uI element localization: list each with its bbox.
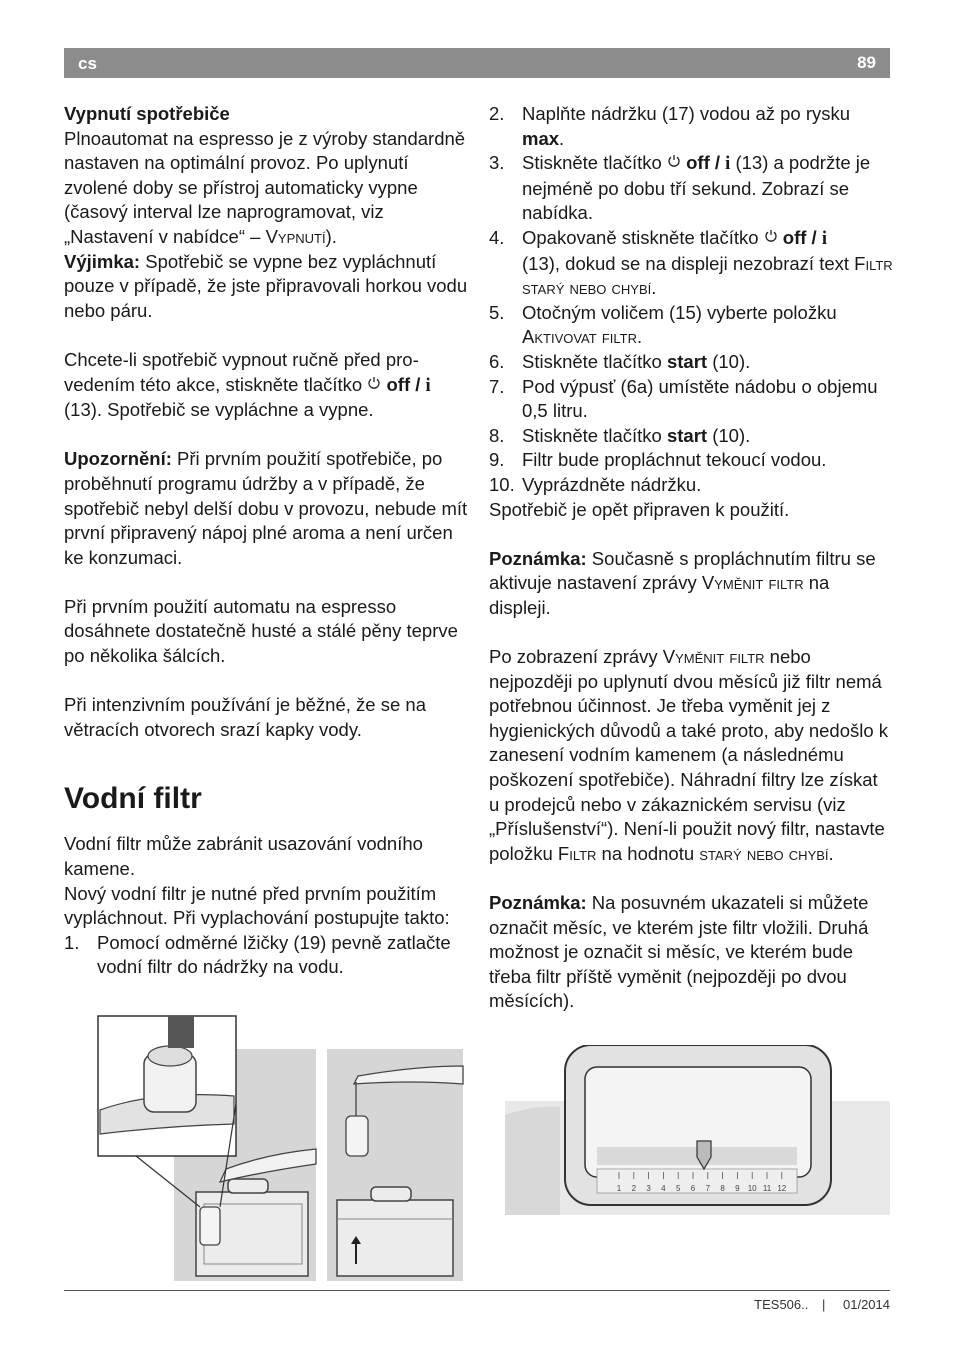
step-list-right (489, 102, 893, 498)
list-item: 10. Vyprázdněte nádržku. (489, 473, 702, 495)
model-number: TES506.. (754, 1297, 809, 1312)
list-item: 7. Pod výpusť (6a) umístěte nádobu o objemu 0,5 litru. (489, 375, 878, 422)
right-column (489, 102, 893, 1014)
paragraph-ready: Spotřebič je opět připraven k použití. (489, 498, 790, 520)
power-icon (367, 373, 381, 398)
warning-label: Upozornění: (64, 448, 172, 470)
paragraph-intensive-use: Při intenzivním používání je běžné, že se na větracích otvorech srazí kapky vody. (64, 694, 426, 740)
paragraph-replace-filter: Po zobrazení zprávy Vyměnit filtr nebo nejpozději po uplynutí dvou měsíců již filtr nemá potřebnou účinnost. Je třeba vyměnit jej z hygienických důvodů a také proto, aby nedošlo k zanesení vodním kamenem (a následnému poškození spotřebiče). Náhradní filtry lze získat u prodejců nebo v zákaznickém servisu (viz „Příslušenství“). Není-li použit nový filtr, nastavte položku Filtr na hodnotu starý nebo chybí. (489, 646, 889, 864)
footer-divider (64, 1290, 890, 1291)
month-label: 3 (646, 1184, 651, 1193)
month-label: 7 (705, 1184, 711, 1193)
paragraph-note-1: Poznámka: Současně s propláchnutím filtru se aktivuje nastavení zprávy Vyměnit filtr na displeji. (489, 547, 876, 618)
section-title-water-filter: Vodní filtr (64, 782, 202, 816)
paragraph-filter-rinse: Nový vodní filtr je nutné před prvním použitím vypláchnout. Při vyplachování postupujte takto: (64, 882, 450, 929)
paragraph-note-2: Poznámka: Na posuvném ukazateli si můžete označit měsíc, ve kterém jste filtr vložili. Druhá možnost je označit si měsíc, ve kterém bude třeba filtr příště vyměnit (nejpozději po dvou měsících). (489, 892, 869, 1012)
footer-separator: | (821, 1297, 826, 1312)
info-icon: i (425, 375, 431, 396)
language-code: cs (78, 54, 97, 73)
filter-insertion-illustration (96, 1014, 464, 1282)
month-indicator-illustration (505, 1045, 890, 1215)
paragraph-first-use: Při prvním použití automatu na espresso dosáhnete dostatečně husté a stálé pěny teprve po několika šálcích. (64, 595, 458, 667)
list-item: 1. Pomocí odměrné lžičky (19) pevně zatlačte vodní filtr do nádržky na vodu. (64, 931, 451, 978)
month-label: 2 (631, 1184, 637, 1193)
paragraph-warning: Upozornění: Při prvním použití spotřebiče, po proběhnutí programu údržby a v případě, že spotřebič nebyl delší dobu v provozu, nebude mít první připravený nápoj plné aroma a není určen ke konzumaci. (64, 448, 468, 568)
left-column (64, 102, 468, 980)
list-item: 8. Stiskněte tlačítko start (10). (489, 424, 751, 446)
list-item: 6. Stiskněte tlačítko start (10). (489, 350, 751, 372)
list-item: 9. Filtr bude propláchnut tekoucí vodou. (489, 449, 827, 471)
exception-label: Výjimka: (64, 250, 141, 272)
section-heading-switch-off: Vypnutí spotřebiče (64, 103, 230, 124)
month-label: 4 (661, 1184, 666, 1193)
list-item: 4. Opakovaně stiskněte tlačítko off / i (13), dokud se na displeji nezobrazí text Filtr starý nebo chybí. (489, 226, 893, 299)
power-icon (667, 151, 681, 176)
month-label: 8 (720, 1184, 725, 1193)
note-label: Poznámka: (489, 547, 587, 569)
month-label: 12 (777, 1184, 787, 1193)
month-label: 6 (690, 1184, 696, 1193)
month-label: 5 (675, 1184, 681, 1193)
list-item: 2. Naplňte nádržku (17) vodou až po rysku max. (489, 103, 851, 149)
paragraph-filter-intro: Vodní filtr může zabránit usazování vodního kamene. (64, 833, 423, 880)
month-label: 9 (735, 1184, 740, 1193)
paragraph-manual-off: Chcete-li spotřebič vypnout ručně před provedením této akce, stiskněte tlačítko off / i (13). Spotřebič se vypláchne a vypne. (64, 348, 431, 421)
step-list-left (64, 931, 468, 980)
month-label: 11 (762, 1184, 772, 1193)
list-item: 5. Otočným voličem (15) vyberte položku Aktivovat filtr. (489, 301, 837, 348)
footer-date: 01/2014 (843, 1297, 890, 1312)
info-icon: i (725, 154, 731, 175)
month-label: 1 (616, 1184, 622, 1193)
month-label: 10 (747, 1184, 757, 1193)
list-item: 3. Stiskněte tlačítko off / i (13) a podržte je nejméně po dobu tří sekund. Zobrazí se nabídka. (489, 152, 871, 224)
page-footer (750, 1297, 890, 1312)
info-icon: i (821, 228, 827, 249)
paragraph-switch-off: Plnoautomat na espresso je z výroby standardně nastaven na optimální provoz. Po uplynutí zvolené doby se přístroj automaticky vypne (časový interval lze naprogramovat, viz „Nastavení v nabídce“ – Vypnutí). Výjimka: Spotřebič se vypne bez vypláchnutí pouze v případě, že jste připravovali horkou vodu nebo páru. (64, 127, 468, 321)
page-number: 89 (857, 53, 876, 72)
page-header (64, 48, 890, 78)
note-label: Poznámka: (489, 892, 587, 913)
power-icon (764, 226, 778, 251)
